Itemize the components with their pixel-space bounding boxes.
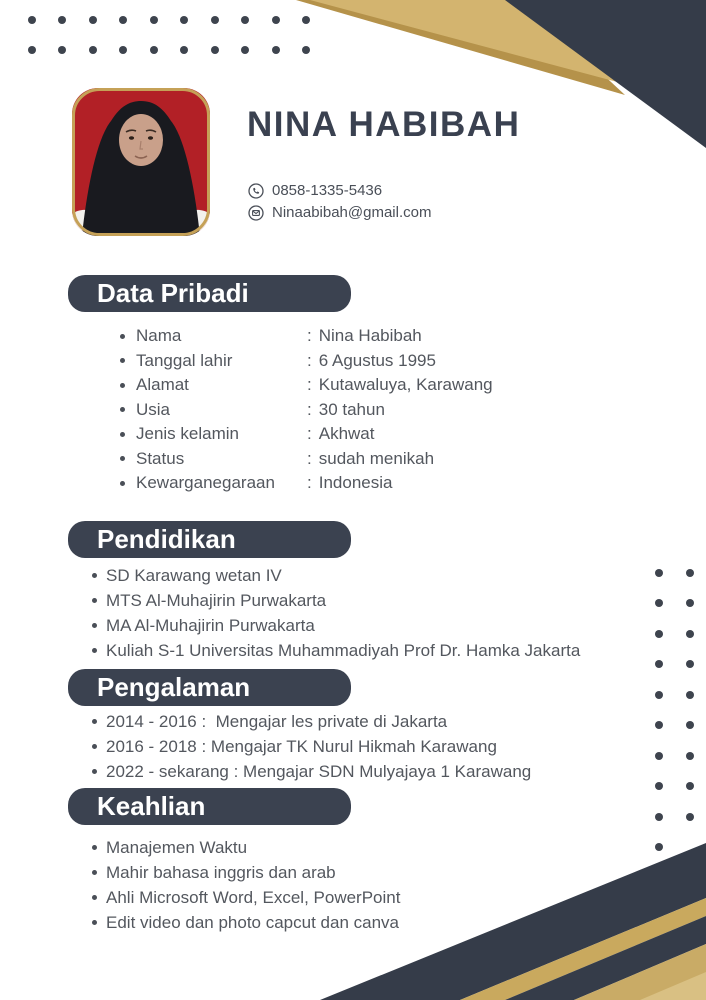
colon: : [307, 424, 312, 444]
skill-item [92, 910, 400, 935]
education-text: Kuliah S-1 Universitas Muhammadiyah Prof Dr. Hamka Jakarta [106, 640, 581, 660]
row-label: Nama [136, 326, 182, 346]
education-item [92, 588, 580, 613]
data-row [120, 349, 493, 374]
keahlian-list [92, 835, 400, 935]
profile-photo [72, 88, 210, 236]
email-address: Ninaabibah@gmail.com [272, 204, 432, 221]
data-pribadi-list [120, 324, 493, 496]
bullet-icon [120, 358, 125, 363]
section-title: Pengalaman [97, 672, 251, 702]
colon: : [307, 448, 312, 468]
bullet-icon [92, 573, 97, 578]
skill-text: Ahli Microsoft Word, Excel, PowerPoint [106, 887, 401, 907]
bullet-icon [92, 744, 97, 749]
row-label: Alamat [136, 375, 189, 395]
contact-info [248, 182, 431, 221]
education-text: MTS Al-Muhajirin Purwakarta [106, 590, 327, 610]
section-title: Data Pribadi [97, 278, 249, 308]
row-label: Jenis kelamin [136, 424, 239, 444]
skill-text: Mahir bahasa inggris dan arab [106, 862, 336, 882]
bullet-icon [92, 623, 97, 628]
phone-number: 0858-1335-5436 [272, 182, 383, 199]
bullet-icon [92, 648, 97, 653]
pengalaman-list [92, 709, 531, 784]
education-item [92, 638, 580, 663]
skill-text: Manajemen Waktu [106, 837, 248, 857]
portrait-illustration [72, 88, 210, 236]
data-row [120, 422, 493, 447]
colon: : [307, 399, 312, 419]
bullet-icon [120, 432, 125, 437]
colon: : [307, 375, 312, 395]
data-row [120, 373, 493, 398]
phone-icon [248, 183, 264, 199]
bullet-icon [92, 719, 97, 724]
data-row [120, 471, 493, 496]
bullet-icon [92, 845, 97, 850]
skill-item [92, 860, 400, 885]
row-label: Kewarganegaraan [136, 473, 275, 493]
row-value: Akhwat [318, 424, 375, 444]
bullet-icon [92, 769, 97, 774]
row-label: Status [136, 448, 185, 468]
pendidikan-list [92, 563, 580, 663]
bullet-icon [120, 481, 125, 486]
bullet-icon [120, 456, 125, 461]
phone-row [248, 182, 431, 199]
experience-text: 2014 - 2016 : Mengajar les private di Jakarta [106, 711, 448, 731]
bullet-icon [120, 334, 125, 339]
section-header-keahlian [68, 788, 351, 825]
colon: : [307, 473, 312, 493]
colon: : [307, 326, 312, 346]
data-row [120, 398, 493, 423]
row-value: 6 Agustus 1995 [318, 350, 436, 370]
skill-text: Edit video dan photo capcut dan canva [106, 912, 399, 932]
section-title: Pendidikan [97, 524, 236, 554]
colon: : [307, 350, 312, 370]
bullet-icon [120, 383, 125, 388]
row-value: Indonesia [318, 473, 393, 493]
experience-text: 2016 - 2018 : Mengajar TK Nurul Hikmah Karawang [106, 736, 497, 756]
dot-grid-top [28, 16, 310, 54]
education-item [92, 563, 580, 588]
section-title: Keahlian [97, 791, 206, 821]
education-text: MA Al-Muhajirin Purwakarta [106, 615, 315, 635]
row-value: 30 tahun [318, 399, 385, 419]
data-row [120, 324, 493, 349]
row-value: sudah menikah [318, 448, 435, 468]
row-label: Usia [136, 399, 171, 419]
skill-item [92, 835, 400, 860]
bullet-icon [92, 920, 97, 925]
bullet-icon [92, 895, 97, 900]
bullet-icon [92, 870, 97, 875]
section-header-pendidikan [68, 521, 351, 558]
education-item [92, 613, 580, 638]
education-text: SD Karawang wetan IV [106, 565, 282, 585]
navy-triangle-top [505, 0, 706, 148]
experience-text: 2022 - sekarang : Mengajar SDN Mulyajaya 1 Karawang [106, 761, 532, 781]
email-row [248, 204, 431, 221]
bullet-icon [92, 598, 97, 603]
skill-item [92, 885, 400, 910]
experience-item [92, 734, 531, 759]
section-header-pengalaman [68, 669, 351, 706]
row-label: Tanggal lahir [136, 350, 233, 370]
experience-item [92, 709, 531, 734]
row-value: Nina Habibah [318, 326, 422, 346]
data-row [120, 447, 493, 472]
dot-grid-right [655, 569, 694, 851]
experience-item [92, 759, 531, 784]
person-name: NINA HABIBAH [247, 105, 521, 144]
section-header-data-pribadi [68, 275, 351, 312]
row-value: Kutawaluya, Karawang [318, 375, 493, 395]
bullet-icon [120, 407, 125, 412]
email-icon [248, 205, 264, 221]
